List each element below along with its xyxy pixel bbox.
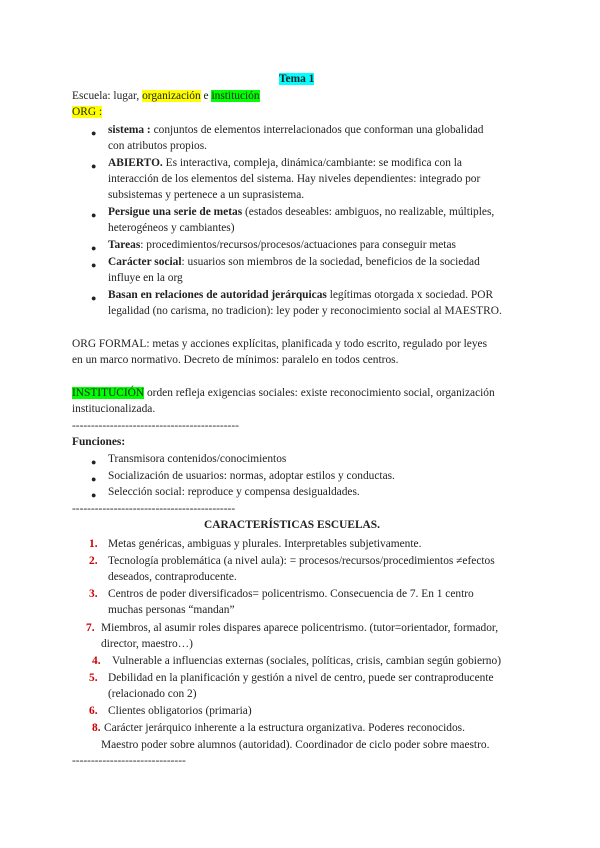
caracteristica-item-cont: director, maestro…) — [101, 638, 193, 650]
separator: -------------------------------------------- — [72, 420, 239, 432]
caracteristica-item: Debilidad en la planificación y gestión a nivel de centro, puede ser contraproducente — [108, 672, 494, 684]
list-number: 5. — [89, 672, 98, 684]
funcion-item: Transmisora contenidos/conocimientos — [108, 453, 287, 465]
organizacion-highlight: organización — [142, 90, 201, 102]
caracteristica-item: Vulnerable a influencias externas (sociales, políticas, crisis, cambian según gobierno) — [112, 655, 501, 667]
institucion-text: INSTITUCIÓN orden refleja exigencias sociales: existe reconocimiento social, organización — [72, 387, 495, 399]
org-item-sistema: sistema : conjuntos de elementos interrelacionados que conforman una globalidad — [108, 124, 484, 136]
org-item-abierto-cont: interacción de los elementos del sistema. Hay niveles dependientes: integrado por — [108, 173, 481, 185]
list-number: 6. — [89, 705, 98, 717]
bullet-icon: ● — [91, 457, 97, 467]
org-item-autoridad-cont: legalidad (no carisma, no tradicion): ley poder y reconocimiento social al MAESTRO. — [108, 305, 502, 317]
caracteristica-item: Centros de poder diversificados= policentrismo. Consecuencia de 7. En 1 centro — [108, 588, 474, 600]
caracteristica-item-cont: muchas personas “mandan” — [108, 604, 235, 616]
bullet-icon: ● — [91, 128, 97, 138]
list-number: 1. — [89, 538, 98, 550]
bullet-icon: ● — [91, 260, 97, 270]
separator: ------------------------------------------- — [72, 503, 236, 515]
org-formal-text: ORG FORMAL: metas y acciones explícitas, planificada y todo escrito, regulado por leyes — [72, 338, 488, 350]
bullet-icon: ● — [91, 161, 97, 171]
caracteristicas-heading: CARACTERÍSTICAS ESCUELAS. — [204, 519, 380, 531]
institucion-highlight: institución — [211, 90, 260, 102]
list-number: 2. — [89, 555, 98, 567]
institucion-text-cont: institucionalizada. — [72, 403, 156, 415]
caracteristica-item: Miembros, al asumir roles dispares aparece policentrismo. (tutor=orientador, formador, — [101, 622, 499, 634]
caracteristica-item: Clientes obligatorios (primaria) — [108, 705, 252, 717]
org-item-abierto-cont: subsistemas y pertenece a un suprasistema. — [108, 189, 305, 201]
separator: ------------------------------ — [72, 755, 186, 767]
caracteristica-item: Tecnología problemática (a nivel aula): = procesos/recursos/procedimientos ≠efectos — [108, 555, 495, 567]
caracteristica-item: Carácter jerárquico inherente a la estructura organizativa. Poderes reconocidos. — [104, 722, 465, 734]
escuela-line: Escuela: lugar, organización e institución — [72, 90, 260, 102]
page-title: Tema 1 — [279, 73, 315, 85]
caracteristica-item-cont: Maestro poder sobre alumnos (autoridad). Coordinador de ciclo poder sobre maestro. — [101, 739, 490, 751]
list-number: 8. — [92, 722, 101, 734]
org-item-caracter-social: Carácter social: usuarios son miembros de la sociedad, beneficios de la sociedad — [108, 256, 480, 268]
bullet-icon: ● — [91, 210, 97, 220]
org-formal-text-cont: en un marco normativo. Decreto de mínimos: paralelo en todos centros. — [72, 354, 399, 366]
org-item-tareas: Tareas: procedimientos/recursos/procesos/actuaciones para conseguir metas — [108, 239, 456, 251]
bullet-icon: ● — [91, 490, 97, 500]
org-label: ORG : — [72, 106, 103, 118]
org-item-abierto: ABIERTO. Es interactiva, compleja, dinámica/cambiante: se modifica con la — [108, 157, 462, 169]
caracteristica-item-cont: deseados, contraproducente. — [108, 571, 237, 583]
caracteristica-item-cont: (relacionado con 2) — [108, 688, 197, 700]
funciones-heading: Funciones: — [72, 436, 126, 448]
funcion-item: Selección social: reproduce y compensa desigualdades. — [108, 486, 360, 498]
list-number: 3. — [89, 588, 98, 600]
org-item-metas: Persigue una serie de metas (estados deseables: ambiguos, no realizable, múltiples, — [108, 206, 495, 218]
list-number: 7. — [86, 622, 95, 634]
org-item-metas-cont: heterogéneos y cambiantes) — [108, 222, 235, 234]
list-number: 4. — [92, 655, 101, 667]
funcion-item: Socialización de usuarios: normas, adoptar estilos y conductas. — [108, 470, 395, 482]
org-item-sistema-cont: con atributos propios. — [108, 140, 208, 152]
bullet-icon: ● — [91, 243, 97, 253]
bullet-icon: ● — [91, 474, 97, 484]
org-item-autoridad: Basan en relaciones de autoridad jerárquicas legítimas otorgada x sociedad. POR — [108, 289, 494, 301]
caracteristica-item: Metas genéricas, ambiguas y plurales. Interpretables subjetivamente. — [108, 538, 422, 550]
org-item-caracter-social-cont: influye en la org — [108, 272, 183, 284]
bullet-icon: ● — [91, 293, 97, 303]
